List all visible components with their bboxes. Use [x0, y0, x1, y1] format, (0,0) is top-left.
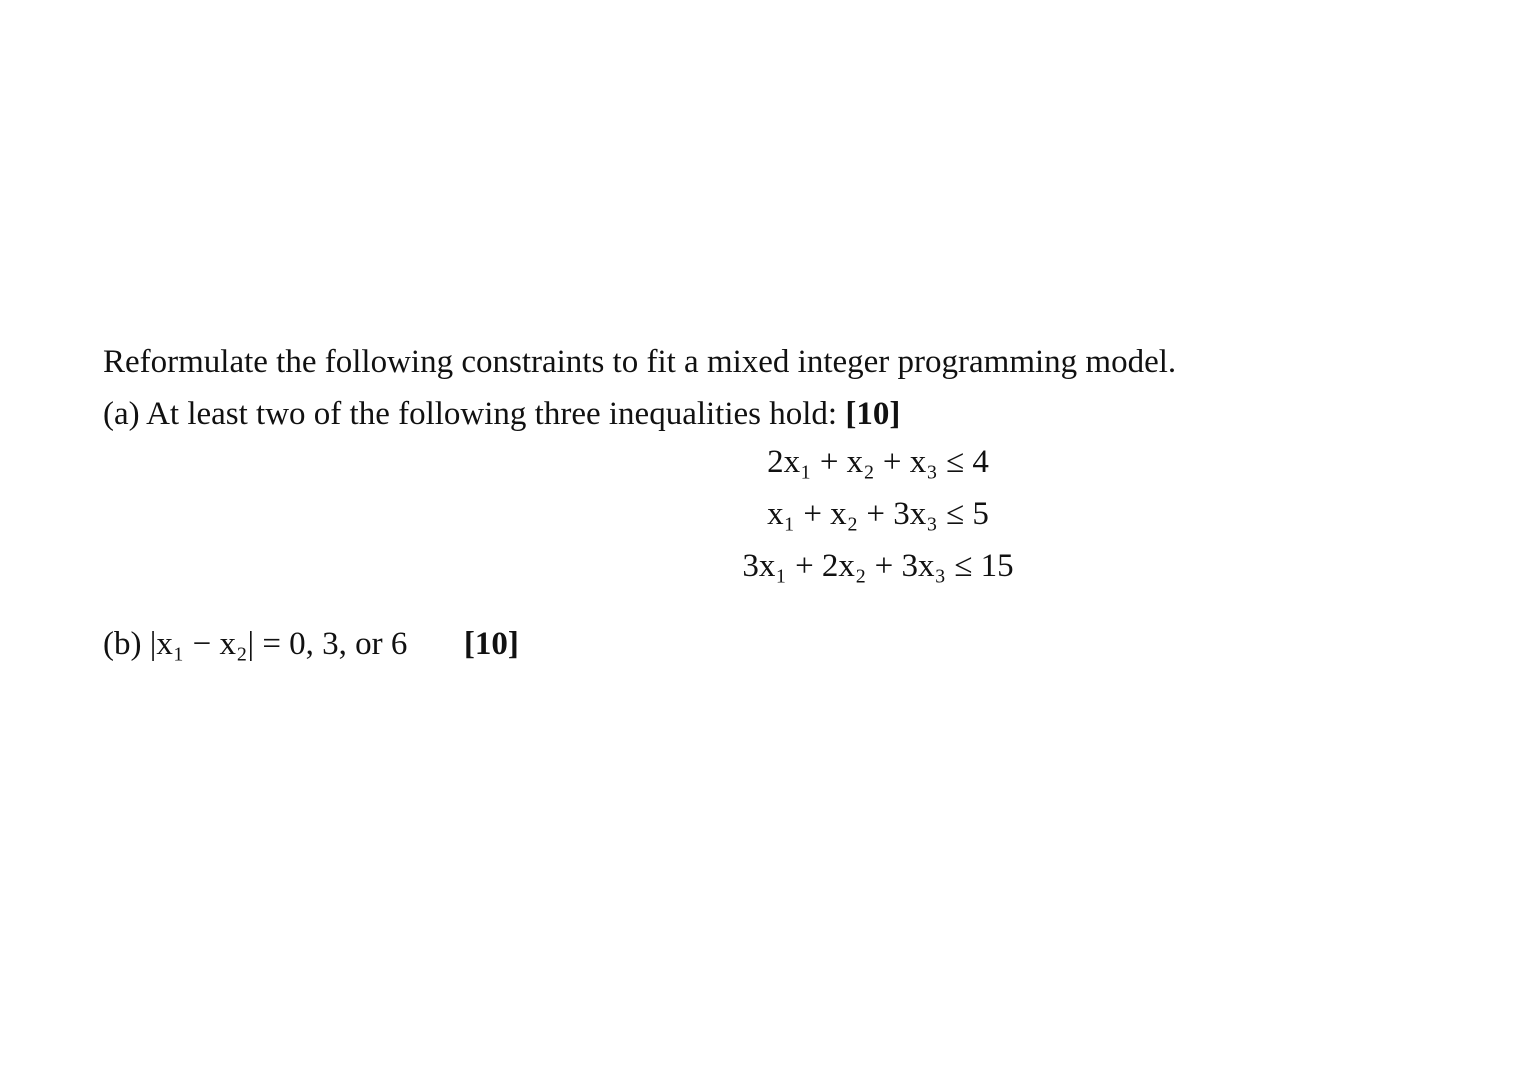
question-intro: Reformulate the following constraints to fit a mixed integer programming model. [103, 344, 1177, 380]
part-a-marks: [10] [845, 396, 901, 432]
inequality-2: x₁ + x₂ + 3x₃ ≤ 5 [767, 496, 989, 532]
part-a-text: At least two of the following three inequalities hold: [146, 396, 838, 432]
part-b-label: (b) [103, 626, 142, 662]
inequality-3: 3x₁ + 2x₂ + 3x₃ ≤ 15 [742, 548, 1014, 584]
part-b-expression: |x₁ − x₂| = 0, 3, or 6 [149, 626, 408, 662]
part-b-marks: [10] [463, 626, 519, 662]
part-b [103, 624, 519, 664]
part-a-label: (a) [103, 396, 140, 432]
part-a [103, 394, 900, 434]
inequality-1: 2x₁ + x₂ + x₃ ≤ 4 [767, 444, 989, 480]
